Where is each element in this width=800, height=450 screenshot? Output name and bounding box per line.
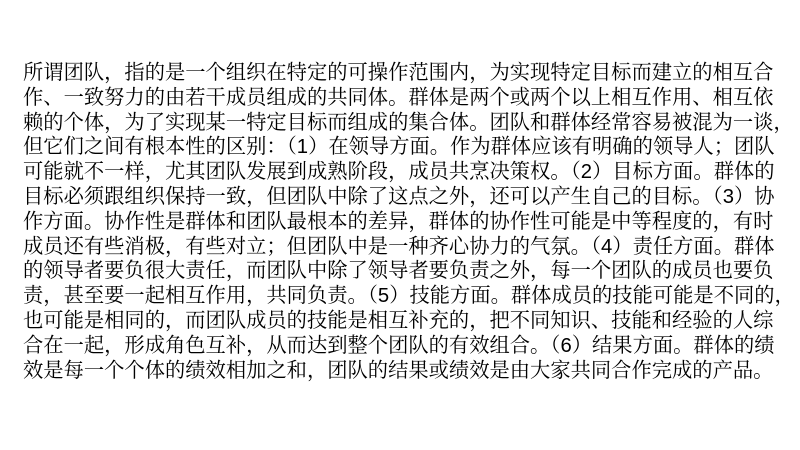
text-line: 也可能是相同的，而团队成员的技能是相互补充的，把不同知识、技能和经验的人综 xyxy=(23,309,774,332)
paragraph-text-block xyxy=(23,61,795,383)
text-line: 成员还有些消极，有些对立；但团队中是一种齐心协力的气氛。（4）责任方面。群体 xyxy=(23,235,775,258)
text-line: 作方面。协作性是群体和团队最根本的差异，群体的协作性可能是中等程度的，有时 xyxy=(23,210,774,233)
text-line: 效是每一个个体的绩效相加之和，团队的结果或绩效是由大家共同合作完成的产品。 xyxy=(23,359,774,382)
text-line: 合在一起，形成角色互补，从而达到整个团队的有效组合。（6）结果方面。群体的绩 xyxy=(23,334,775,357)
text-line: 但它们之间有根本性的区别：（1）在领导方面。作为群体应该有明确的领导人；团队 xyxy=(23,136,775,159)
text-line: 目标必须跟组织保持一致，但团队中除了这点之外，还可以产生自己的目标。（3）协 xyxy=(23,185,775,208)
text-line: 作、一致努力的由若干成员组成的共同体。群体是两个或两个以上相互作用、相互依 xyxy=(23,86,774,109)
text-line: 赖的个体，为了实现某一特定目标而组成的集合体。团队和群体经常容易被混为一谈， xyxy=(23,111,794,134)
text-line: 的领导者要负很大责任，而团队中除了领导者要负责之外，每一个团队的成员也要负 xyxy=(23,260,774,283)
text-line: 可能就不一样，尤其团队发展到成熟阶段，成员共烹决策权。（2）目标方面。群体的 xyxy=(23,161,775,184)
text-line: 所谓团队，指的是一个组织在特定的可操作范围内，为实现特定目标而建立的相互合 xyxy=(23,62,774,84)
text-line: 责，甚至要一起相互作用，共同负责。（5）技能方面。群体成员的技能可能是不同的， xyxy=(23,285,795,308)
